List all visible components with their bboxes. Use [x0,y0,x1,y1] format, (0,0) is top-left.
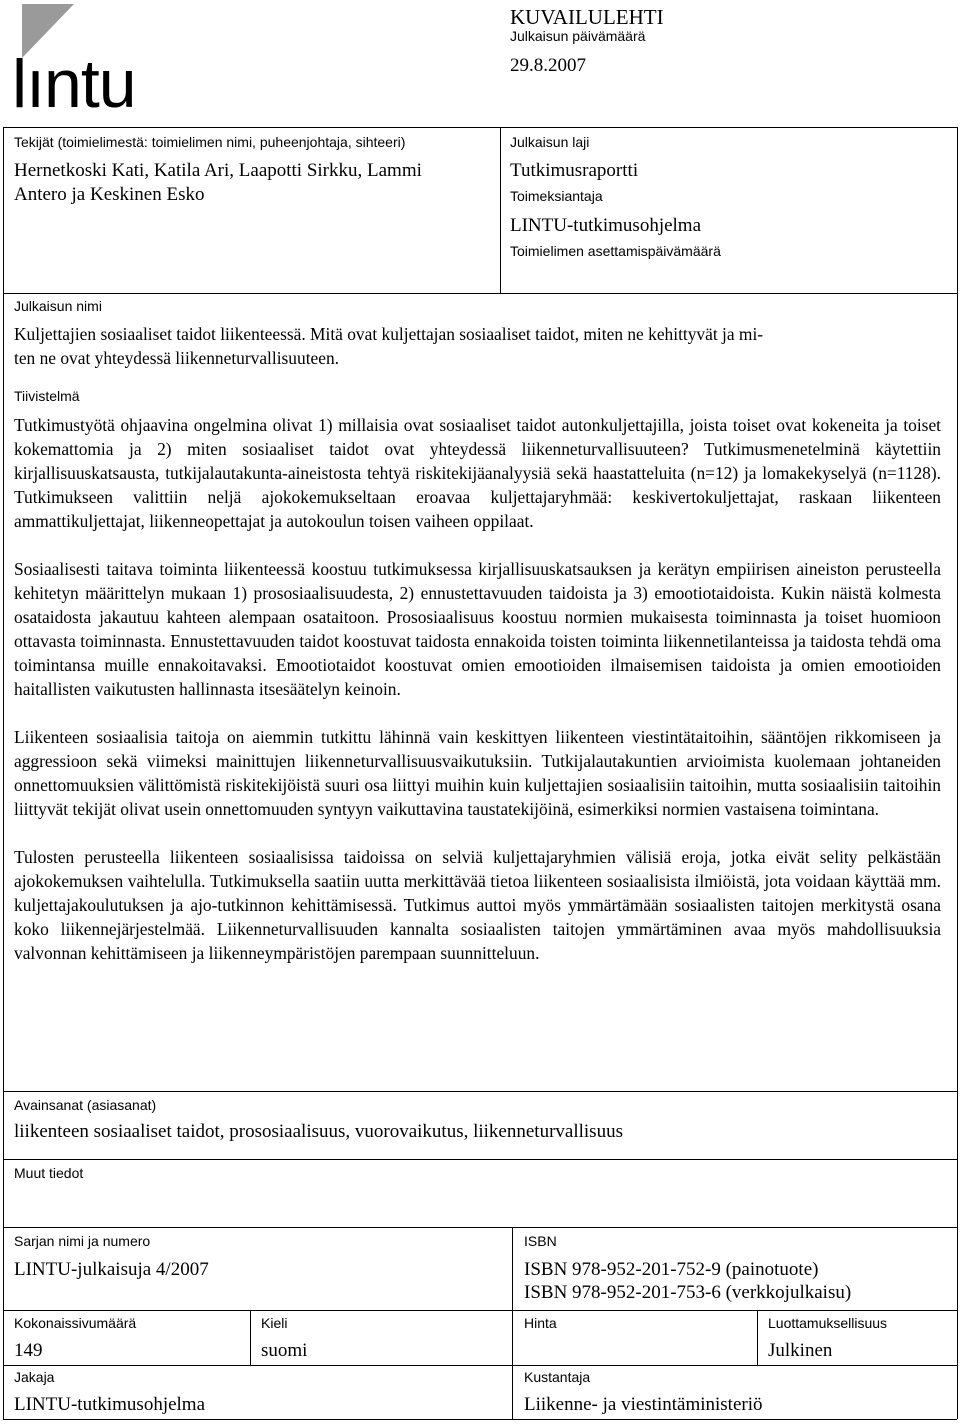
commissioner: LINTU-tutkimusohjelma [510,215,702,236]
authors-line-1: Hernetkoski Kati, Katila Ari, Laapotti Sirkku, Lammi [14,160,422,181]
other-info-label: Muut tiedot [14,1165,84,1181]
title-line-2: ten ne ovat yhteydessä liikenneturvallisuuteen. [14,348,340,368]
series: LINTU-julkaisuja 4/2007 [14,1259,209,1280]
keywords: liikenteen sosiaaliset taidot, prososiaalisuus, vuorovaikutus, liikenneturvallisuus [14,1121,623,1142]
publication-type-label: Julkaisun laji [510,134,590,150]
frame-right [957,127,958,1419]
authors-label: Tekijät (toimielimestä: toimielimen nimi, puheenjohtaja, sihteeri) [14,134,406,150]
frame-line [3,293,957,294]
confidentiality: Julkinen [768,1340,833,1361]
frame-line [3,1227,957,1228]
abstract-paragraph: Sosiaalisesti taitava toiminta liikenteessä koostuu tutkimuksessa kirjallisuuskatsauksen ja kerätyn empiirisen aineiston perusteella kehitetyn määrittelyn mukaan 1) prososiaalisuudesta, 2) ennustettavuuden taidoista ja 3) emootiotaidoista. Kukin näistä kolmesta osataidosta jakautuu kahteen alempaan osataitoon. Prososiaalisuus koostuu normien mukaisesta toiminnasta ja toiset huomioon ottavasta toiminnasta. Ennustettavuuden taidot koostuvat taidosta ennakoida toisten toiminta liikennetilanteissa ja taidosta tehdä oma toimintansa muille ennakoitavaksi. Emootiotaidot koostuvat omien emootioiden ilmaisemisen taidoista ja omien emootioiden haitallisten vaikutusten hallinnasta itsesäätelyn keinoin. [14,559,941,699]
isbn-print: ISBN 978-952-201-752-9 (painotuote) [524,1259,819,1280]
publication-title [14,322,946,370]
frame-left [3,127,4,1419]
frame-line [3,1419,957,1420]
pages-label: Kokonaissivumäärä [14,1315,137,1331]
language-label: Kieli [261,1315,288,1331]
isbn-online: ISBN 978-952-201-753-6 (verkkojulkaisu) [524,1282,852,1303]
doc-type: KUVAILULEHTI [510,5,664,29]
logo-wordmark: lıntu [12,46,136,122]
keywords-label: Avainsanat (asiasanat) [14,1097,157,1113]
frame-line [3,127,957,128]
frame-line [3,1091,957,1092]
publisher: Liikenne- ja viestintäministeriö [524,1394,763,1415]
publication-type: Tutkimusraportti [510,160,639,181]
price-label: Hinta [524,1315,557,1331]
series-label: Sarjan nimi ja numero [14,1233,151,1249]
language: suomi [261,1340,308,1361]
body-date-label: Toimielimen asettamispäivämäärä [510,243,721,259]
frame-divider [250,1310,251,1365]
commissioner-label: Toimeksiantaja [510,188,603,204]
distributor: LINTU-tutkimusohjelma [14,1394,206,1415]
frame-divider [757,1310,758,1365]
pages: 149 [14,1340,43,1361]
frame-line [3,1159,957,1160]
abstract-label: Tiivistelmä [14,388,80,404]
frame-divider [512,1227,513,1419]
abstract-paragraph: Tutkimustyötä ohjaavina ongelmina olivat 1) millaisia ovat sosiaaliset taidot autonkuljettajilla, joista toiset ovat kokeneita ja toiset kokemattomia ja 2) miten sosiaaliset taidot ovat yhteydessä liikenneturvallisuuteen? Tutkimusmenetelminä käytettiin kirjallisuuskatsausta, tutkijalautakunta-aineistosta tehtyä riskitekijäanalyysiä sekä haastatteluita (n=12) ja lomakekyselyä (n=1128). Tutkimukseen valittiin neljä ajokokemukseltaan eroavaa kuljettajaryhmää: keskivertokuljettajat, raskaan liikenteen ammattikuljettajat, liikenneopettajat ja autokoulun toisen vaiheen oppilaat. [14,415,941,531]
frame-line [3,1365,957,1366]
pub-date-label: Julkaisun päivämäärä [510,28,646,44]
abstract-paragraph: Liikenteen sosiaalisia taitoja on aiemmin tutkittu lähinnä vain keskittyen liikenteen viestintätaitoihin, sääntöjen rikkomiseen ja aggressioon sekä viimeksi mainittujen liikenneturvallisuusvaikutuksiin. Tutkijalautakuntien arvioimista kuolemaan johtaneiden onnettomuuksien välittömistä riskitekijöistä suuri osa liittyi muihin kuin kuljettajien sosiaalisiin taitoihin, mutta sosiaalisiin taitoihin liittyvät tekijät olivat usein onnettomuuden syntyyn vaikuttavina taustatekijöinä, esimerkiksi normien vastaisena toimintana. [14,727,941,819]
confidentiality-label: Luottamuksellisuus [768,1315,888,1331]
distributor-label: Jakaja [14,1369,55,1385]
authors-line-2: Antero ja Keskinen Esko [14,184,205,205]
isbn-label: ISBN [524,1233,557,1249]
abstract-body [14,413,941,989]
title-line-1: Kuljettajien sosiaaliset taidot liikenteessä. Mitä ovat kuljettajan sosiaaliset taidot, miten ne kehittyvät ja mi- [14,324,764,344]
frame-divider [500,127,501,293]
frame-line [3,1310,957,1311]
publisher-label: Kustantaja [524,1369,591,1385]
title-label: Julkaisun nimi [14,298,102,314]
pub-date: 29.8.2007 [510,55,586,76]
abstract-paragraph: Tulosten perusteella liikenteen sosiaalisissa taidoissa on selviä kuljettajaryhmien välisiä eroja, jotka eivät selity pelkästään ajokokemuksen vaihtelulla. Tutkimuksella saatiin uutta merkittävää tietoa liikenteen sosiaalisista ilmiöistä, jota voidaan käyttää mm. kuljettajakoulutuksen ja ajo-tutkinnon kehittämisessä. Tutkimus auttoi myös ymmärtämään sosiaalisten taitojen merkitystä osana koko liikennejärjestelmää. Liikenneturvallisuuden kannalta sosiaalisten taitojen ymmärtäminen avaa myös mahdollisuuksia valvonnan kehittämiseen ja liikenneympäristöjen parempaan suunnitteluun. [14,847,941,963]
